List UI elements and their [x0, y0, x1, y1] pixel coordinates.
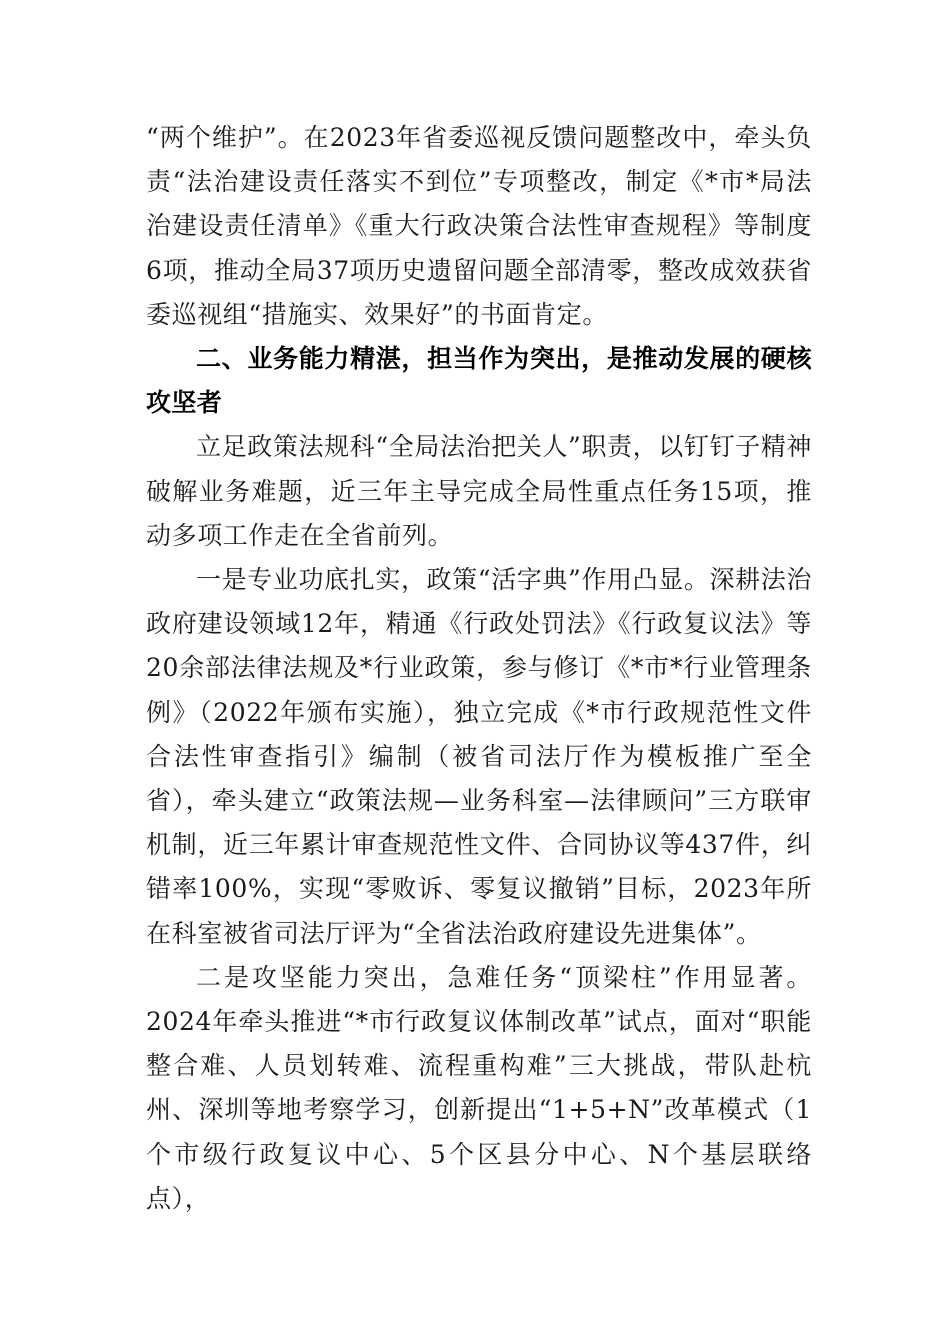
paragraph-section-intro: 立足政策法规科“全局法治把关人”职责，以钉钉子精神破解业务难题，近三年主导完成全局性重点任务15项，推动多项工作走在全省前列。: [146, 432, 812, 550]
section-heading-business-capability: 二、业务能力精湛，担当作为突出，是推动发展的硬核攻坚者: [146, 344, 812, 418]
paragraph-professional-foundation: 一是专业功底扎实，政策“活字典”作用凸显。深耕法治政府建设领域12年，精通《行政处罚法》《行政复议法》等20余部法律法规及*行业政策，参与修订《*市*行业管理条例》（2022年颁布实施），独立完成《*市行政规范性文件合法性审查指引》编制（被省司法厅作为模板推广至全省），牵头建立“政策法规—业务科室—法律顾问”三方联审机制，近三年累计审查规范性文件、合同协议等437件，纠错率100%，实现“零败诉、零复议撤销”目标，2023年所在科室被省司法厅评为“全省法治政府建设先进集体”。: [146, 565, 812, 948]
document-body: [146, 116, 812, 1221]
paragraph-tackling-ability: 二是攻坚能力突出，急难任务“顶梁柱”作用显著。2024年牵头推进“*市行政复议体制改革”试点，面对“职能整合难、人员划转难、流程重构难”三大挑战，带队赴杭州、深圳等地考察学习，创新提出“1+5+N”改革模式（1个市级行政复议中心、5个区县分中心、N个基层联络点），: [146, 962, 812, 1213]
paragraph-commitment-rectification: “两个维护”。在2023年省委巡视反馈问题整改中，牵头负责“法治建设责任落实不到位”专项整改，制定《*市*局法治建设责任清单》《重大行政决策合法性审查规程》等制度6项，推动全局37项历史遗留问题全部清零，整改成效获省委巡视组“措施实、效果好”的书面肯定。: [146, 123, 812, 329]
